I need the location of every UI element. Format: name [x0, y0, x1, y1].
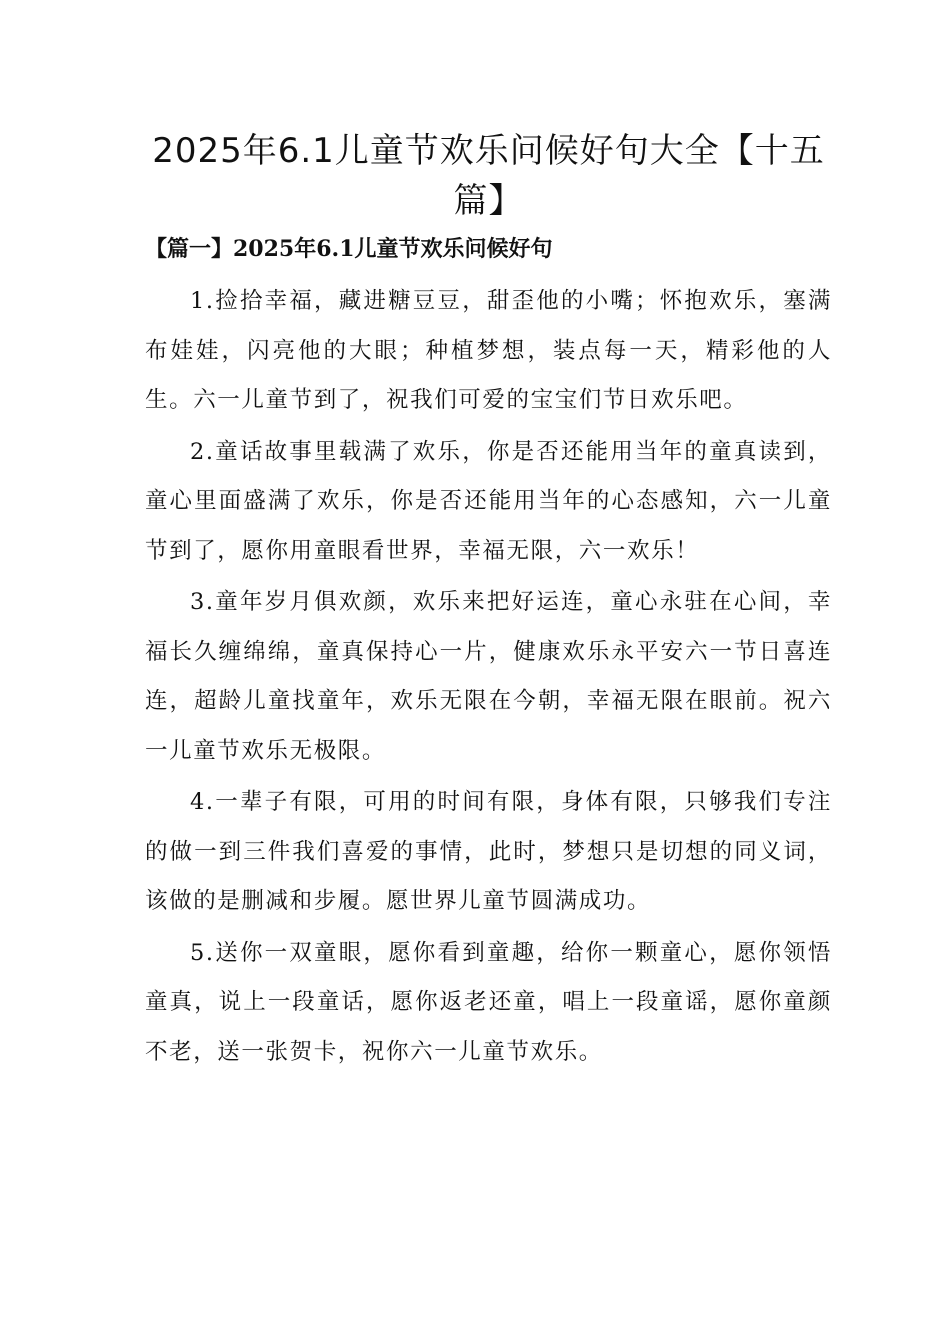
paragraph-2: 2.童话故事里载满了欢乐，你是否还能用当年的童真读到，童心里面盛满了欢乐，你是否还能用当年的心态感知，六一儿童节到了，愿你用童眼看世界，幸福无限，六一欢乐！	[145, 438, 832, 564]
paragraph-list	[145, 277, 832, 1077]
paragraph-4: 4.一辈子有限，可用的时间有限，身体有限，只够我们专注的做一到三件我们喜爱的事情，此时，梦想只是切想的同义词，该做的是删减和步履。愿世界儿童节圆满成功。	[145, 789, 832, 914]
document-title: 2025年6.1儿童节欢乐问候好句大全【十五篇】	[152, 131, 825, 221]
paragraph-5: 5.送你一双童眼，愿你看到童趣，给你一颗童心，愿你领悟童真，说上一段童话，愿你返老还童，唱上一段童谣，愿你童颜不老，送一张贺卡，祝你六一儿童节欢乐。	[145, 939, 832, 1065]
paragraph-3: 3.童年岁月俱欢颜，欢乐来把好运连，童心永驻在心间，幸福长久缠绵绵，童真保持心一片，健康欢乐永平安六一节日喜连连，超龄儿童找童年，欢乐无限在今朝，幸福无限在眼前。祝六一儿童节欢乐无极限。	[145, 589, 832, 764]
paragraph-1: 1.捡拾幸福，藏进糖豆豆，甜歪他的小嘴；怀抱欢乐，塞满布娃娃，闪亮他的大眼；种植梦想，装点每一天，精彩他的人生。六一儿童节到了，祝我们可爱的宝宝们节日欢乐吧。	[145, 288, 832, 413]
section-heading: 【篇一】2025年6.1儿童节欢乐问候好句	[145, 236, 553, 262]
